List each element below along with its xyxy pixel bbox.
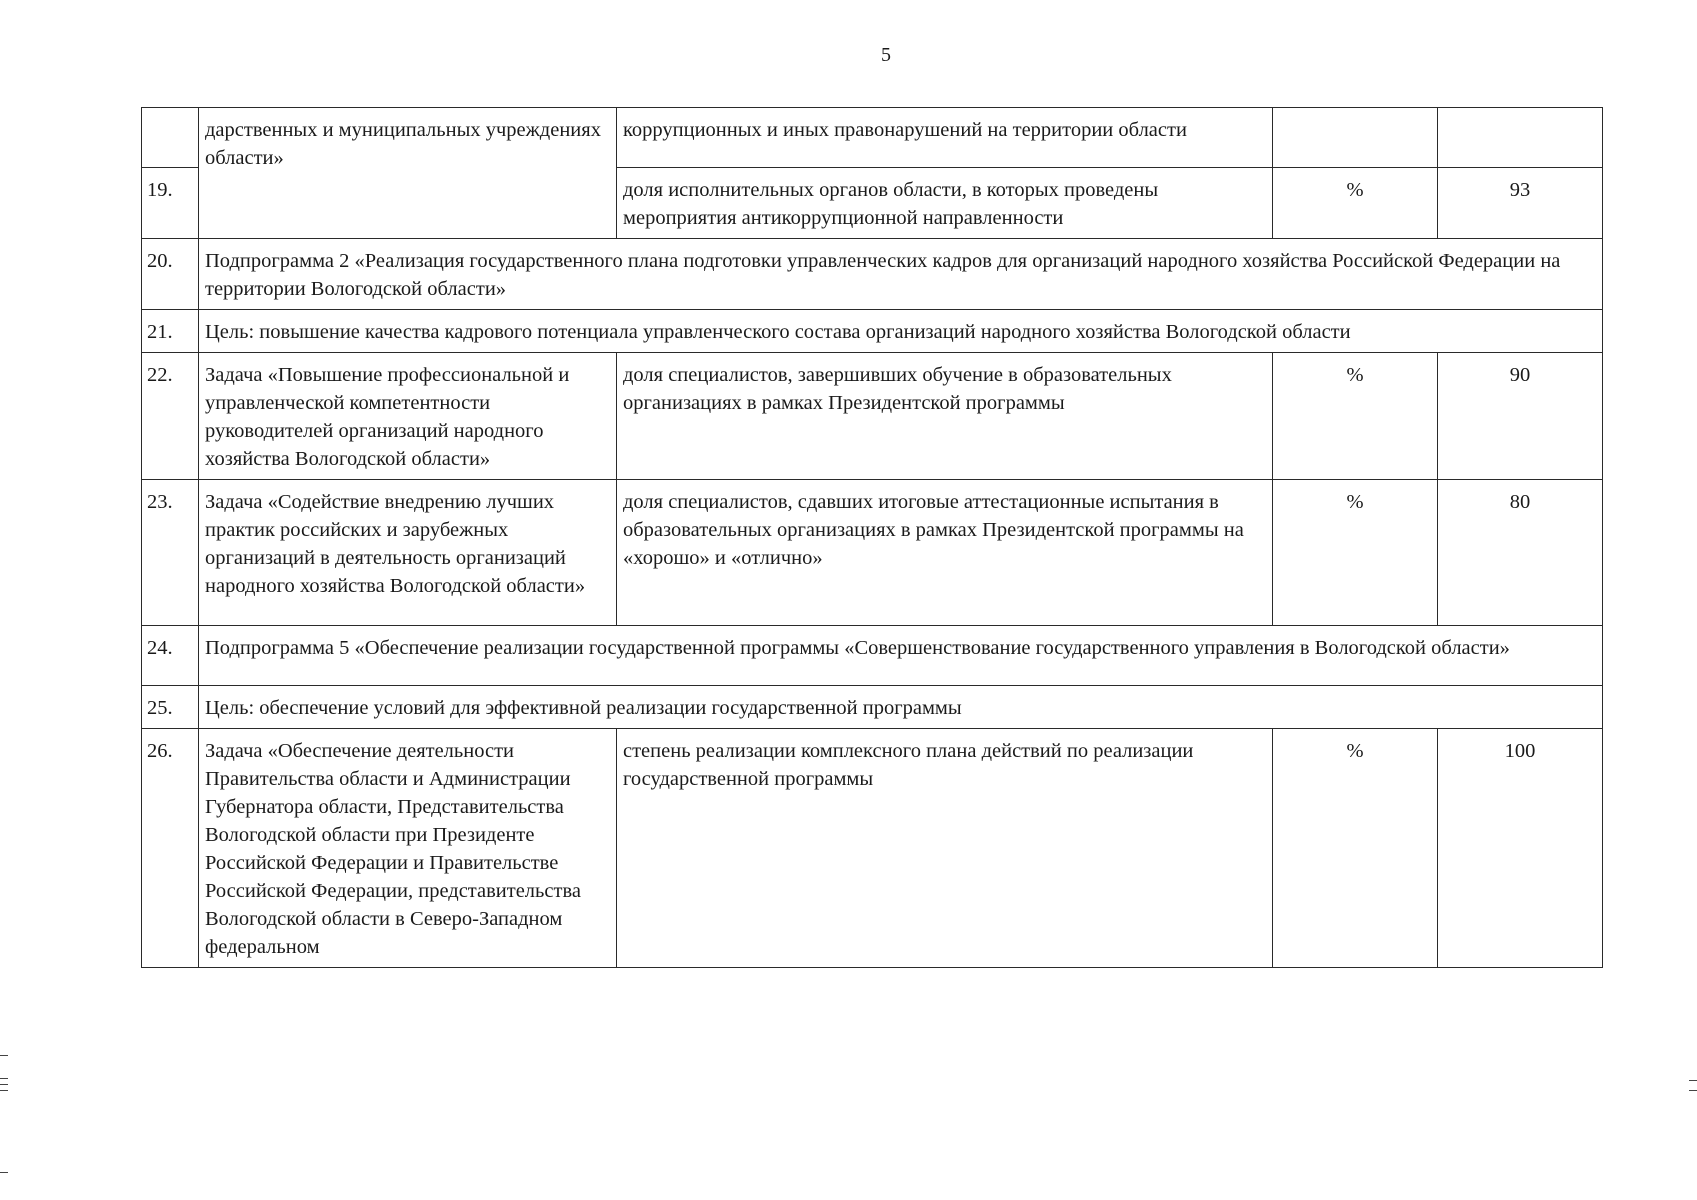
row-number: 20.: [142, 239, 199, 310]
row-number: [142, 108, 199, 168]
unit-cell: %: [1273, 729, 1438, 968]
table-row: [142, 310, 1603, 353]
task-cell: Задача «Обеспечение деятельности Правительства области и Администрации Губернатора области, Представительства Вологодской области при Президенте Российской Федерации и Правительстве Российской Федерации, представительства Вологодской области в Северо-Западном федеральном: [199, 729, 617, 968]
row-number: 21.: [142, 310, 199, 353]
unit-cell: %: [1273, 168, 1438, 239]
indicators-table: [141, 107, 1603, 968]
task-cell: дарственных и муниципальных учреждениях области»: [199, 108, 617, 239]
value-cell: [1438, 108, 1603, 168]
value-cell: 80: [1438, 480, 1603, 626]
goal-cell: Цель: повышение качества кадрового потенциала управленческого состава организаций народного хозяйства Вологодской области: [199, 310, 1603, 353]
unit-cell: [1273, 108, 1438, 168]
scan-margin-mark: [1689, 1080, 1697, 1081]
scan-margin-mark: [1689, 1090, 1697, 1091]
indicator-cell: коррупционных и иных правонарушений на территории области: [617, 108, 1273, 168]
scan-margin-mark: [0, 1084, 8, 1085]
row-number: 25.: [142, 686, 199, 729]
indicator-cell: доля специалистов, сдавших итоговые аттестационные испытания в образовательных организациях в рамках Президентской программы на «хорошо» и «отлично»: [617, 480, 1273, 626]
row-number: 26.: [142, 729, 199, 968]
row-number: 24.: [142, 626, 199, 686]
scan-margin-mark: [0, 1078, 8, 1079]
table-row: [142, 686, 1603, 729]
table-row: [142, 626, 1603, 686]
goal-cell: Цель: обеспечение условий для эффективной реализации государственной программы: [199, 686, 1603, 729]
scan-margin-mark: [0, 1090, 8, 1091]
scan-margin-mark: [0, 1055, 8, 1056]
unit-cell: %: [1273, 353, 1438, 480]
indicator-cell: доля специалистов, завершивших обучение в образовательных организациях в рамках Президентской программы: [617, 353, 1273, 480]
task-cell: Задача «Повышение профессиональной и управленческой компетентности руководителей организаций народного хозяйства Вологодской области»: [199, 353, 617, 480]
table-row: [142, 729, 1603, 968]
indicator-cell: степень реализации комплексного плана действий по реализации государственной программы: [617, 729, 1273, 968]
row-number: 19.: [142, 168, 199, 239]
subprogram-cell: Подпрограмма 5 «Обеспечение реализации государственной программы «Совершенствование государственного управления в Вологодской области»: [199, 626, 1603, 686]
task-cell: Задача «Содействие внедрению лучших практик российских и зарубежных организаций в деятельность организаций народного хозяйства Вологодской области»: [199, 480, 617, 626]
value-cell: 93: [1438, 168, 1603, 239]
value-cell: 100: [1438, 729, 1603, 968]
row-number: 23.: [142, 480, 199, 626]
row-number: 22.: [142, 353, 199, 480]
value-cell: 90: [1438, 353, 1603, 480]
unit-cell: %: [1273, 480, 1438, 626]
table-row: [142, 239, 1603, 310]
table-row: [142, 353, 1603, 480]
table-row: [142, 108, 1603, 168]
table-row: [142, 480, 1603, 626]
indicator-cell: доля исполнительных органов области, в которых проведены мероприятия антикоррупционной направленности: [617, 168, 1273, 239]
scan-margin-mark: [0, 1172, 8, 1173]
subprogram-cell: Подпрограмма 2 «Реализация государственного плана подготовки управленческих кадров для организаций народного хозяйства Российской Федерации на территории Вологодской области»: [199, 239, 1603, 310]
page-number: 5: [881, 44, 891, 66]
